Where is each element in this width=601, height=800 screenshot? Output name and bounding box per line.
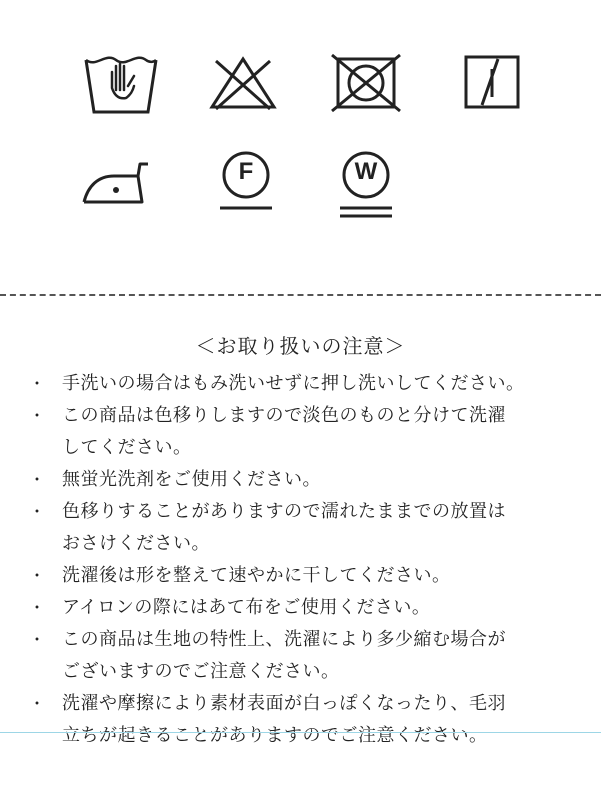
note-line: 無蛍光洗剤をご使用ください。 bbox=[62, 469, 321, 490]
note-line: ございますのでご注意ください。 bbox=[62, 661, 340, 682]
note-line: 色移りすることがありますので濡れたままでの放置は bbox=[62, 501, 506, 522]
note-line: 立ちが起きることがありますのでご注意ください。 bbox=[62, 725, 488, 746]
dashed-divider bbox=[0, 294, 601, 296]
bullet: ・ bbox=[29, 694, 46, 713]
bottom-rule bbox=[0, 732, 601, 733]
bullet: ・ bbox=[29, 502, 46, 521]
list-item bbox=[0, 464, 601, 496]
list-item bbox=[0, 560, 601, 592]
note-line: 洗濯後は形を整えて速やかに干してください。 bbox=[62, 565, 451, 586]
note-line: アイロンの際にはあて布をご使用ください。 bbox=[62, 597, 431, 618]
list-item bbox=[0, 624, 601, 688]
note-line: おさけください。 bbox=[62, 533, 210, 554]
list-item bbox=[0, 592, 601, 624]
page-title: ＜お取り扱いの注意＞ bbox=[195, 334, 406, 358]
note-line: この商品は生地の特性上、洗濯により多少縮む場合が bbox=[62, 629, 506, 650]
hand-wash-icon bbox=[82, 48, 160, 116]
list-item bbox=[0, 368, 601, 400]
note-line: 手洗いの場合はもみ洗いせずに押し洗いしてください。 bbox=[62, 373, 525, 394]
iron-icon bbox=[80, 158, 152, 208]
wet-clean-w-icon bbox=[336, 150, 396, 220]
list-item bbox=[0, 688, 601, 752]
bullet: ・ bbox=[29, 470, 46, 489]
list-item bbox=[0, 400, 601, 464]
line-dry-icon bbox=[462, 53, 522, 111]
note-line: 洗濯や摩擦により素材表面が白っぽくなったり、毛羽 bbox=[62, 693, 506, 714]
bullet: ・ bbox=[29, 566, 46, 585]
list-item bbox=[0, 496, 601, 560]
no-tumble-dry-icon bbox=[330, 53, 402, 113]
wet-clean-letter: W bbox=[354, 158, 378, 185]
bullet: ・ bbox=[29, 598, 46, 617]
no-bleach-icon bbox=[208, 55, 278, 111]
note-line: してください。 bbox=[62, 437, 192, 458]
dry-clean-f-icon bbox=[216, 150, 276, 214]
dry-clean-letter: F bbox=[238, 158, 254, 185]
care-notes-list bbox=[0, 368, 601, 752]
bullet: ・ bbox=[29, 374, 46, 393]
bullet: ・ bbox=[29, 630, 46, 649]
note-line: この商品は色移りしますので淡色のものと分けて洗濯 bbox=[62, 405, 506, 426]
bullet: ・ bbox=[29, 406, 46, 425]
